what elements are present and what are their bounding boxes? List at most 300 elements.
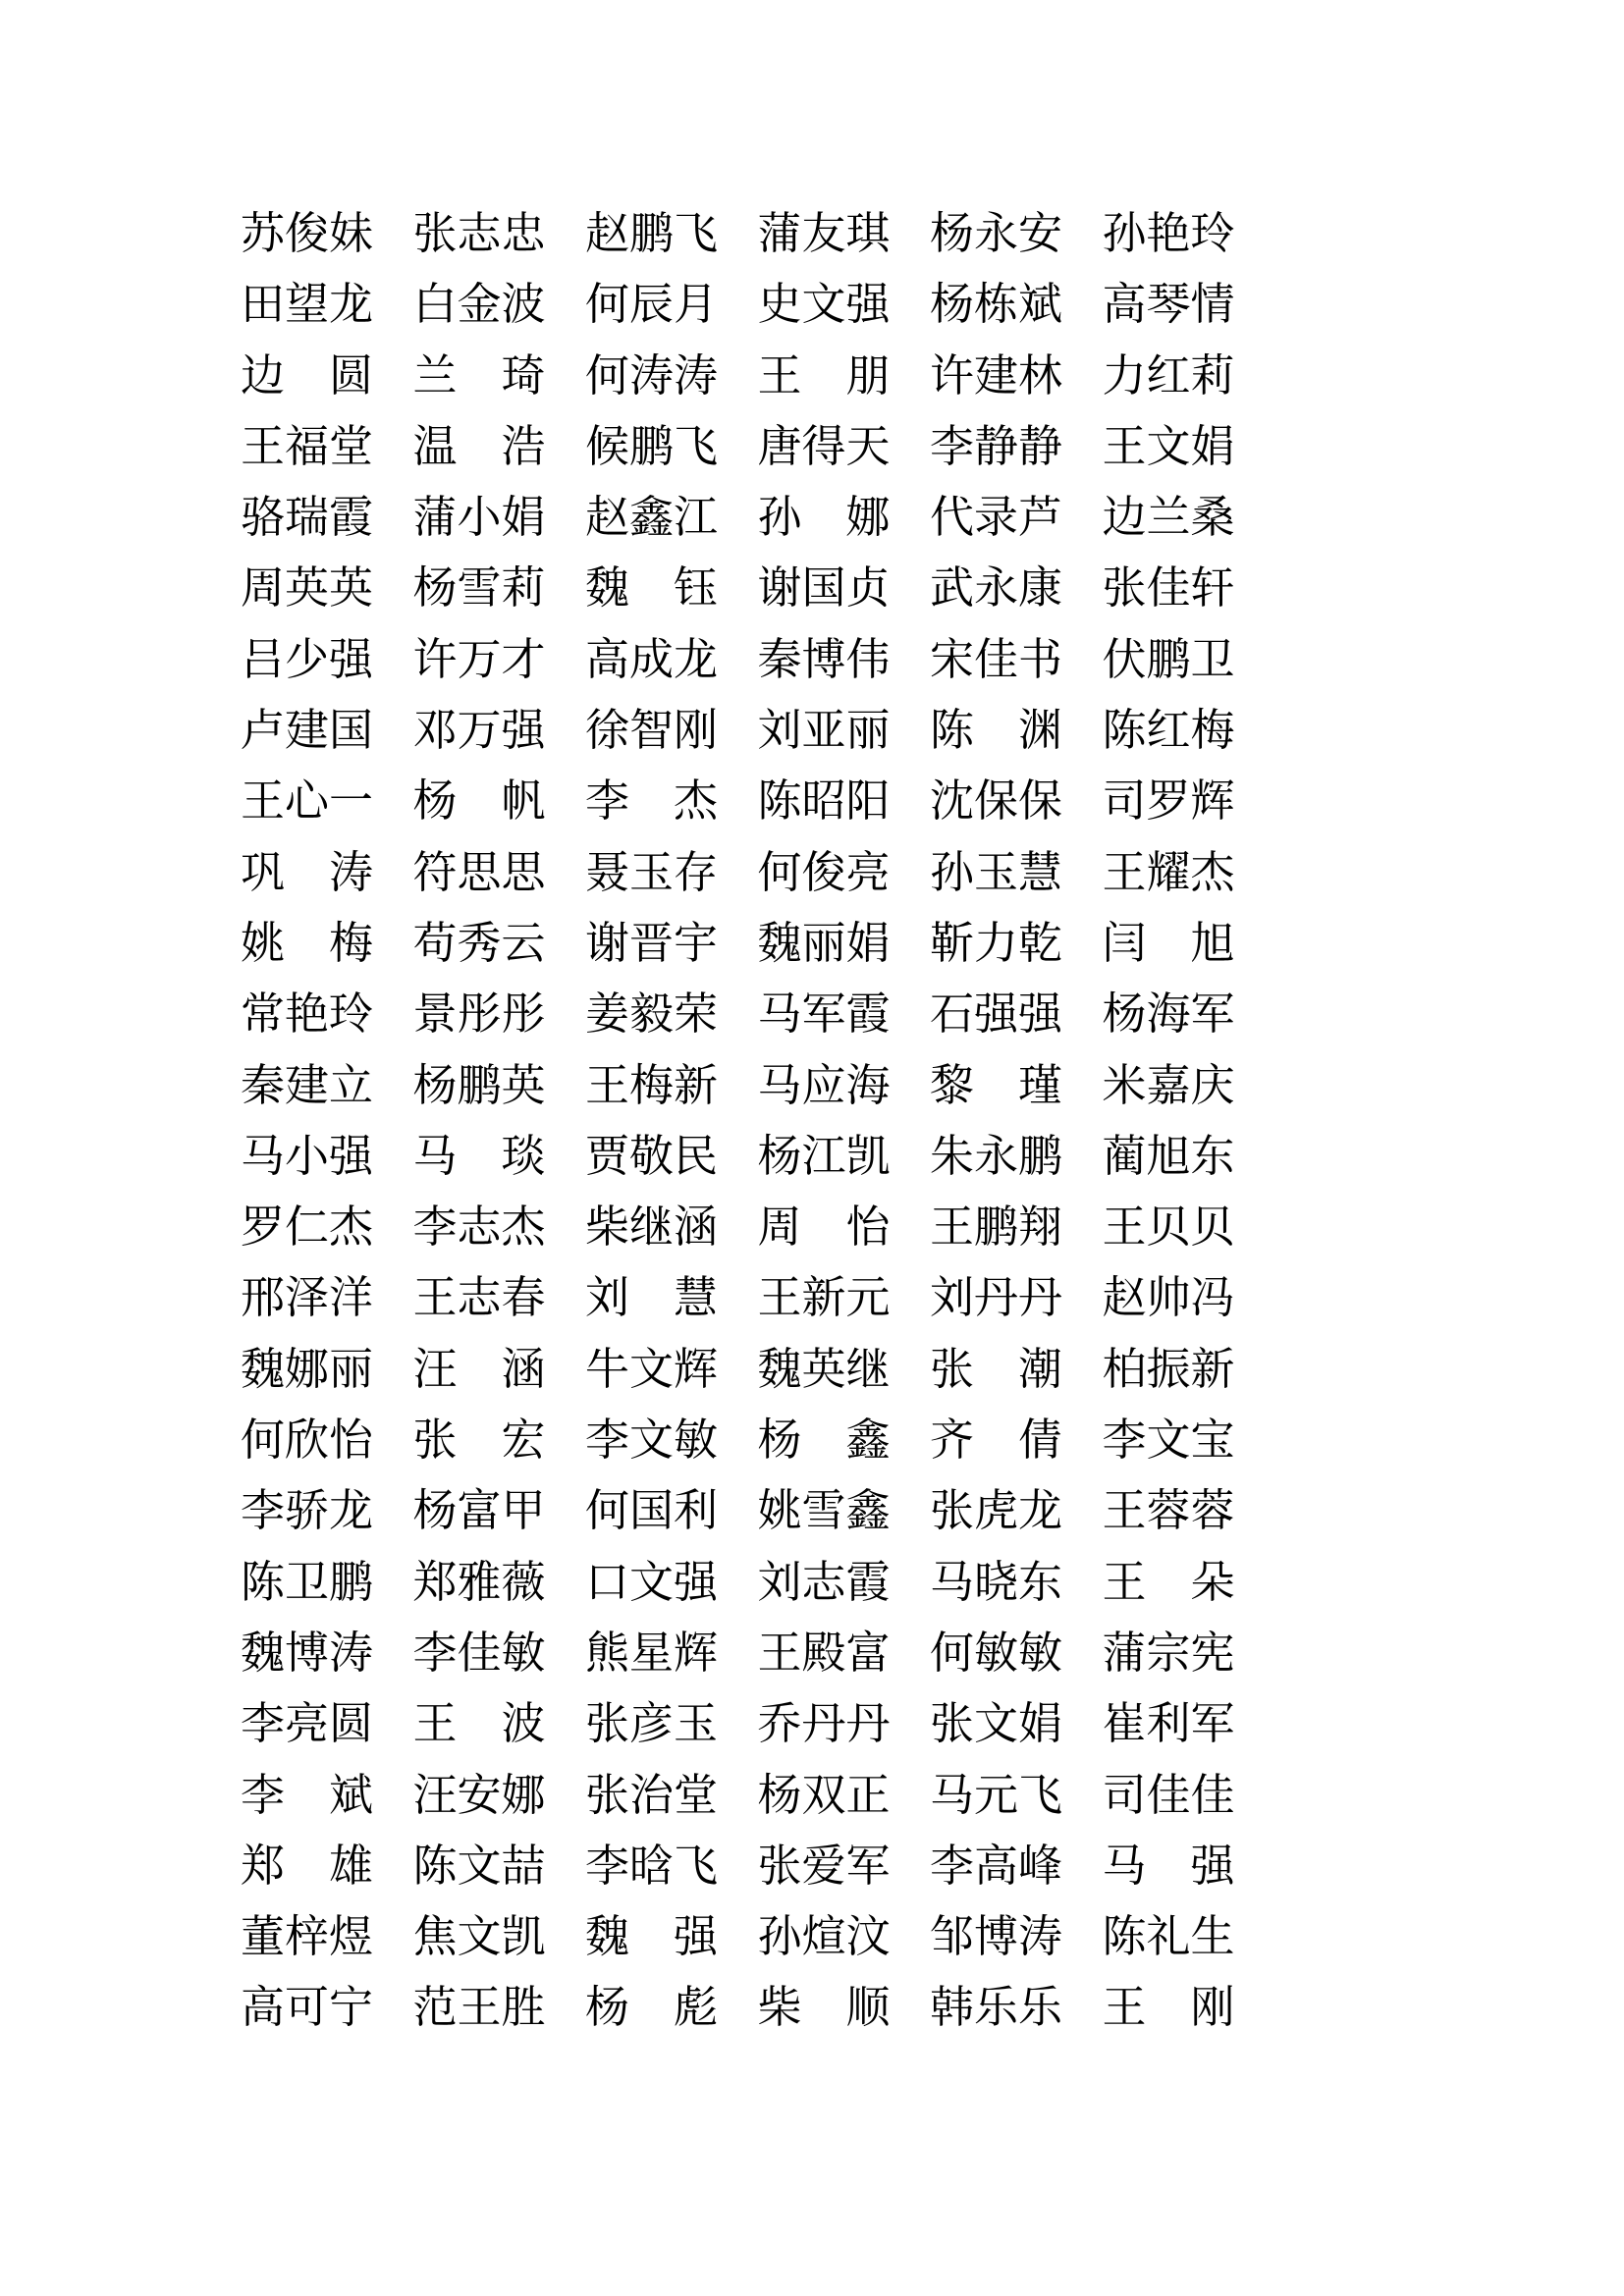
name-char: 毅 bbox=[629, 989, 675, 1040]
person-name bbox=[1102, 421, 1235, 471]
name-char: 兰 bbox=[412, 350, 458, 400]
name-char: 彤 bbox=[501, 989, 546, 1040]
name-char: 高 bbox=[974, 1841, 1019, 1891]
name-char: 东 bbox=[1018, 1557, 1063, 1607]
name-char: 玉 bbox=[629, 847, 675, 897]
person-name bbox=[757, 1912, 891, 1962]
name-char: 李 bbox=[241, 1770, 286, 1820]
name-char: 志 bbox=[457, 209, 502, 258]
name-char: 司 bbox=[1102, 776, 1147, 827]
name-char: 张 bbox=[585, 1699, 630, 1749]
name-char: 王 bbox=[412, 1273, 458, 1323]
name-char: 代 bbox=[930, 493, 975, 543]
name-char: 静 bbox=[1018, 421, 1063, 471]
name-char: 志 bbox=[457, 1202, 502, 1253]
person-name bbox=[585, 493, 719, 543]
name-char: 琴 bbox=[1146, 280, 1191, 330]
name-char: 文 bbox=[629, 1557, 675, 1607]
name-char: 强 bbox=[974, 989, 1019, 1040]
name-char: 杨 bbox=[757, 1131, 802, 1181]
name-char: 聂 bbox=[585, 847, 630, 897]
name-char: 赵 bbox=[1102, 1273, 1147, 1323]
name-char: 亮 bbox=[845, 847, 891, 897]
name-char: 怡 bbox=[329, 1415, 374, 1466]
person-name bbox=[757, 280, 891, 330]
name-char: 博 bbox=[974, 1912, 1019, 1962]
name-char: 峰 bbox=[1018, 1841, 1063, 1891]
name-char: 文 bbox=[629, 1415, 675, 1466]
name-char: 丽 bbox=[801, 918, 846, 968]
name-char: 李 bbox=[241, 1699, 286, 1749]
person-name bbox=[241, 706, 374, 756]
name-char: 保 bbox=[1018, 776, 1063, 827]
name-char: 秦 bbox=[241, 1060, 286, 1110]
name-char: 妹 bbox=[329, 209, 374, 258]
person-name bbox=[585, 209, 719, 258]
person-name bbox=[930, 1202, 1063, 1253]
name-char: 元 bbox=[974, 1770, 1019, 1820]
name-char: 史 bbox=[757, 280, 802, 330]
name-char: 田 bbox=[241, 280, 286, 330]
name-char: 骆 bbox=[241, 493, 286, 543]
name-char: 春 bbox=[501, 1273, 546, 1323]
name-char: 冯 bbox=[1190, 1273, 1235, 1323]
name-char: 永 bbox=[974, 1131, 1019, 1181]
name-char: 张 bbox=[930, 1699, 975, 1749]
name-char: 强 bbox=[329, 1131, 374, 1181]
name-char: 堂 bbox=[674, 1770, 719, 1820]
name-char: 杨 bbox=[930, 280, 975, 330]
person-name bbox=[412, 1699, 546, 1749]
name-char: 何 bbox=[241, 1415, 286, 1466]
name-char: 轩 bbox=[1190, 563, 1235, 614]
person-name bbox=[585, 1060, 719, 1110]
name-char: 文 bbox=[974, 1699, 1019, 1749]
name-char: 苏 bbox=[241, 209, 286, 258]
name-char: 望 bbox=[285, 280, 330, 330]
name-char: 娜 bbox=[501, 1770, 546, 1820]
name-char: 王 bbox=[1102, 847, 1147, 897]
name-char: 张 bbox=[930, 1486, 975, 1536]
name-char: 晗 bbox=[629, 1841, 675, 1891]
person-name bbox=[412, 1557, 546, 1607]
name-char: 王 bbox=[1102, 1983, 1147, 2033]
person-name bbox=[1102, 209, 1235, 258]
name-char: 涛 bbox=[329, 1628, 374, 1678]
name-char: 丹 bbox=[1018, 1273, 1063, 1323]
person-name bbox=[1102, 634, 1235, 684]
person-name bbox=[930, 280, 1063, 330]
person-name bbox=[412, 1202, 546, 1253]
name-char: 力 bbox=[974, 918, 1019, 968]
name-char: 蒲 bbox=[1102, 1628, 1147, 1678]
name-char: 张 bbox=[585, 1770, 630, 1820]
name-char: 文 bbox=[629, 1344, 675, 1394]
name-char: 王 bbox=[241, 421, 286, 471]
name-char: 永 bbox=[974, 563, 1019, 614]
name-char: 敏 bbox=[1018, 1628, 1063, 1678]
name-char: 梅 bbox=[1190, 706, 1235, 756]
name-char: 石 bbox=[930, 989, 975, 1040]
person-name bbox=[930, 563, 1063, 614]
name-char: 丹 bbox=[845, 1699, 891, 1749]
person-name bbox=[241, 1770, 373, 1820]
name-char: 小 bbox=[457, 493, 502, 543]
name-char: 朱 bbox=[930, 1131, 975, 1181]
person-name bbox=[241, 918, 373, 968]
name-char: 国 bbox=[329, 706, 374, 756]
name-char: 涛 bbox=[328, 847, 373, 897]
name-char: 军 bbox=[845, 1841, 891, 1891]
name-char: 柴 bbox=[757, 1983, 802, 2033]
name-char: 月 bbox=[674, 280, 719, 330]
name-char: 海 bbox=[1146, 989, 1191, 1040]
name-char: 口 bbox=[585, 1557, 630, 1607]
person-name bbox=[241, 776, 374, 827]
name-char: 友 bbox=[801, 209, 846, 258]
name-char: 强 bbox=[673, 1912, 718, 1962]
name-char: 红 bbox=[1146, 350, 1191, 400]
person-name bbox=[412, 350, 546, 400]
name-char: 徐 bbox=[585, 706, 630, 756]
person-name bbox=[757, 1273, 891, 1323]
person-name bbox=[757, 1060, 891, 1110]
name-char: 骄 bbox=[285, 1486, 330, 1536]
name-char: 杨 bbox=[412, 776, 458, 827]
name-char: 万 bbox=[457, 634, 502, 684]
person-name bbox=[412, 989, 546, 1040]
name-char: 陈 bbox=[412, 1841, 458, 1891]
name-char: 霞 bbox=[845, 1557, 891, 1607]
person-name bbox=[1102, 847, 1235, 897]
person-name bbox=[757, 776, 891, 827]
name-char: 浩 bbox=[501, 421, 546, 471]
person-name bbox=[585, 1699, 719, 1749]
name-char: 李 bbox=[412, 1202, 458, 1253]
name-char: 海 bbox=[845, 1060, 891, 1110]
name-char: 汪 bbox=[412, 1770, 458, 1820]
person-name bbox=[412, 209, 546, 258]
person-name bbox=[757, 350, 891, 400]
name-char: 梅 bbox=[629, 1060, 675, 1110]
name-char: 思 bbox=[501, 847, 546, 897]
name-char: 斌 bbox=[1018, 280, 1063, 330]
person-name bbox=[757, 1841, 891, 1891]
name-char: 卫 bbox=[1190, 634, 1235, 684]
person-name bbox=[241, 1912, 374, 1962]
name-char: 军 bbox=[1190, 989, 1235, 1040]
name-char: 红 bbox=[1146, 706, 1191, 756]
name-char: 洋 bbox=[329, 1273, 374, 1323]
person-name bbox=[412, 1770, 546, 1820]
name-char: 新 bbox=[674, 1060, 719, 1110]
name-char: 英 bbox=[501, 1060, 546, 1110]
name-char: 军 bbox=[801, 989, 846, 1040]
name-char: 文 bbox=[457, 1912, 502, 1962]
person-name bbox=[241, 280, 374, 330]
name-char: 柴 bbox=[585, 1202, 630, 1253]
name-char: 丹 bbox=[801, 1699, 846, 1749]
name-char: 苟 bbox=[412, 918, 458, 968]
person-name bbox=[412, 421, 546, 471]
person-name bbox=[930, 1486, 1063, 1536]
name-char: 晓 bbox=[974, 1557, 1019, 1607]
person-name bbox=[757, 1131, 891, 1181]
person-name bbox=[241, 1060, 374, 1110]
person-name bbox=[412, 776, 546, 827]
name-char: 强 bbox=[501, 706, 546, 756]
person-name bbox=[930, 209, 1063, 258]
name-char: 雪 bbox=[801, 1486, 846, 1536]
name-char: 礼 bbox=[1146, 1912, 1191, 1962]
person-name bbox=[241, 209, 374, 258]
person-name bbox=[1102, 280, 1235, 330]
person-name bbox=[241, 1273, 374, 1323]
name-char: 杰 bbox=[673, 776, 718, 827]
name-char: 辉 bbox=[1190, 776, 1235, 827]
name-char: 佳 bbox=[1146, 1770, 1191, 1820]
name-char: 马 bbox=[930, 1557, 975, 1607]
person-name bbox=[930, 1060, 1062, 1110]
name-char: 王 bbox=[1102, 1202, 1147, 1253]
name-char: 卢 bbox=[241, 706, 286, 756]
name-char: 娟 bbox=[845, 918, 891, 968]
name-char: 魏 bbox=[585, 563, 630, 614]
name-char: 旭 bbox=[1146, 1131, 1191, 1181]
name-char: 利 bbox=[1146, 1699, 1191, 1749]
name-char: 敏 bbox=[974, 1628, 1019, 1678]
name-char: 继 bbox=[629, 1202, 675, 1253]
name-char: 芦 bbox=[1018, 493, 1063, 543]
person-name bbox=[757, 918, 891, 968]
person-name bbox=[585, 1131, 719, 1181]
name-char: 王 bbox=[1102, 1557, 1147, 1607]
name-char: 一 bbox=[329, 776, 374, 827]
name-char: 米 bbox=[1102, 1060, 1147, 1110]
person-name bbox=[412, 1628, 546, 1678]
person-name bbox=[585, 1983, 718, 2033]
person-name bbox=[412, 493, 546, 543]
name-char: 赵 bbox=[585, 209, 630, 258]
name-char: 应 bbox=[801, 1060, 846, 1110]
name-char: 林 bbox=[1018, 350, 1063, 400]
name-char: 涵 bbox=[674, 1202, 719, 1253]
person-name bbox=[757, 1983, 891, 2033]
name-char: 魏 bbox=[585, 1912, 630, 1962]
name-char: 雄 bbox=[328, 1841, 373, 1891]
name-char: 钰 bbox=[673, 563, 718, 614]
name-char: 许 bbox=[930, 350, 975, 400]
name-char: 力 bbox=[1102, 350, 1147, 400]
person-name bbox=[585, 1344, 719, 1394]
name-char: 文 bbox=[457, 1841, 502, 1891]
name-char: 杰 bbox=[501, 1202, 546, 1253]
person-name bbox=[412, 1273, 546, 1323]
name-char: 伟 bbox=[845, 634, 891, 684]
name-char: 刚 bbox=[1190, 1983, 1235, 2033]
name-char: 康 bbox=[1018, 563, 1063, 614]
name-char: 杨 bbox=[412, 1486, 458, 1536]
name-char: 鑫 bbox=[845, 1415, 891, 1466]
name-char: 富 bbox=[845, 1628, 891, 1678]
person-name bbox=[1102, 1628, 1235, 1678]
person-name bbox=[241, 1344, 374, 1394]
person-name bbox=[1102, 563, 1235, 614]
name-char: 志 bbox=[801, 1557, 846, 1607]
name-char: 翔 bbox=[1018, 1202, 1063, 1253]
name-char: 姚 bbox=[757, 1486, 802, 1536]
name-char: 云 bbox=[501, 918, 546, 968]
person-name bbox=[757, 209, 891, 258]
name-char: 魏 bbox=[757, 1344, 802, 1394]
name-char: 才 bbox=[501, 634, 546, 684]
person-name bbox=[412, 1060, 546, 1110]
person-name bbox=[585, 1557, 719, 1607]
name-char: 鹏 bbox=[457, 1060, 502, 1110]
person-name bbox=[585, 1415, 719, 1466]
name-char: 万 bbox=[457, 706, 502, 756]
name-char: 杨 bbox=[757, 1770, 802, 1820]
name-char: 瑞 bbox=[285, 493, 330, 543]
name-char: 亚 bbox=[801, 706, 846, 756]
person-name bbox=[241, 634, 374, 684]
person-name bbox=[585, 989, 719, 1040]
name-char: 阳 bbox=[845, 776, 891, 827]
name-char: 存 bbox=[674, 847, 719, 897]
name-char: 卫 bbox=[285, 1557, 330, 1607]
name-char: 书 bbox=[1018, 634, 1063, 684]
name-char: 何 bbox=[585, 280, 630, 330]
name-char: 蓉 bbox=[1146, 1486, 1191, 1536]
name-char: 温 bbox=[412, 421, 458, 471]
name-char: 陈 bbox=[241, 1557, 286, 1607]
name-char: 张 bbox=[757, 1841, 802, 1891]
person-name bbox=[930, 1912, 1063, 1962]
name-char: 欣 bbox=[285, 1415, 330, 1466]
person-name bbox=[241, 1131, 374, 1181]
name-char: 成 bbox=[629, 634, 675, 684]
name-char: 玲 bbox=[1190, 209, 1235, 258]
name-char: 魏 bbox=[757, 918, 802, 968]
name-char: 张 bbox=[930, 1344, 975, 1394]
name-char: 秀 bbox=[457, 918, 502, 968]
name-char: 新 bbox=[1190, 1344, 1235, 1394]
name-char: 高 bbox=[1102, 280, 1147, 330]
name-char: 李 bbox=[930, 1841, 975, 1891]
name-char: 强 bbox=[674, 1557, 719, 1607]
name-char: 谢 bbox=[585, 918, 630, 968]
name-char: 涛 bbox=[629, 350, 675, 400]
name-char: 郑 bbox=[241, 1841, 286, 1891]
name-char: 王 bbox=[241, 776, 286, 827]
name-char: 景 bbox=[412, 989, 458, 1040]
person-name bbox=[585, 918, 719, 968]
name-char: 王 bbox=[757, 1273, 802, 1323]
person-name bbox=[757, 634, 891, 684]
name-char: 文 bbox=[1146, 421, 1191, 471]
person-name bbox=[412, 1912, 546, 1962]
name-char: 龙 bbox=[329, 1486, 374, 1536]
name-char: 录 bbox=[974, 493, 1019, 543]
name-char: 元 bbox=[845, 1273, 891, 1323]
name-char: 王 bbox=[457, 1983, 502, 2033]
person-name bbox=[930, 1628, 1063, 1678]
name-char: 佳 bbox=[1190, 1770, 1235, 1820]
name-char: 马 bbox=[412, 1131, 458, 1181]
name-char: 喆 bbox=[501, 1841, 546, 1891]
name-char: 宝 bbox=[1190, 1415, 1235, 1466]
name-char: 思 bbox=[457, 847, 502, 897]
person-name bbox=[1102, 1202, 1235, 1253]
name-char: 英 bbox=[285, 563, 330, 614]
name-char: 佳 bbox=[1146, 563, 1191, 614]
person-name bbox=[757, 421, 891, 471]
name-char: 王 bbox=[412, 1699, 458, 1749]
name-char: 李 bbox=[585, 1415, 630, 1466]
name-char: 边 bbox=[241, 350, 286, 400]
name-char: 荣 bbox=[674, 989, 719, 1040]
name-char: 姚 bbox=[241, 918, 286, 968]
name-char: 双 bbox=[801, 1770, 846, 1820]
name-char: 齐 bbox=[930, 1415, 975, 1466]
name-char: 星 bbox=[629, 1628, 675, 1678]
name-char: 谢 bbox=[757, 563, 802, 614]
name-char: 沈 bbox=[930, 776, 975, 827]
person-name bbox=[930, 847, 1063, 897]
name-char: 贝 bbox=[1190, 1202, 1235, 1253]
name-char: 彪 bbox=[673, 1983, 718, 2033]
name-char: 鹏 bbox=[1018, 1131, 1063, 1181]
name-char: 强 bbox=[1018, 989, 1063, 1040]
name-char: 魏 bbox=[241, 1344, 286, 1394]
name-char: 蒲 bbox=[757, 209, 802, 258]
name-char: 民 bbox=[674, 1131, 719, 1181]
name-char: 贾 bbox=[585, 1131, 630, 1181]
name-char: 乔 bbox=[757, 1699, 802, 1749]
name-char: 刘 bbox=[757, 706, 802, 756]
person-name bbox=[1102, 1486, 1235, 1536]
name-char: 汶 bbox=[845, 1912, 891, 1962]
name-char: 杨 bbox=[930, 209, 975, 258]
name-char: 杨 bbox=[1102, 989, 1147, 1040]
name-char: 陈 bbox=[1102, 706, 1147, 756]
person-name bbox=[412, 1486, 546, 1536]
person-name bbox=[412, 634, 546, 684]
person-name bbox=[930, 1557, 1063, 1607]
name-char: 陈 bbox=[757, 776, 802, 827]
name-char: 帆 bbox=[501, 776, 546, 827]
person-name bbox=[757, 1202, 891, 1253]
name-char: 飞 bbox=[674, 421, 719, 471]
name-char: 兰 bbox=[1146, 493, 1191, 543]
name-char: 彦 bbox=[629, 1699, 675, 1749]
person-name bbox=[757, 493, 891, 543]
name-char: 司 bbox=[1102, 1770, 1147, 1820]
person-name bbox=[930, 1273, 1063, 1323]
person-name bbox=[757, 1699, 891, 1749]
name-char: 赵 bbox=[585, 493, 630, 543]
name-char: 飞 bbox=[1018, 1770, 1063, 1820]
name-char: 王 bbox=[757, 350, 802, 400]
name-char: 马 bbox=[930, 1770, 975, 1820]
person-name bbox=[241, 1557, 374, 1607]
name-char: 天 bbox=[845, 421, 891, 471]
name-char: 安 bbox=[1018, 209, 1063, 258]
person-name bbox=[241, 989, 374, 1040]
name-char: 朋 bbox=[845, 350, 891, 400]
name-char: 鹏 bbox=[629, 421, 675, 471]
name-char: 敏 bbox=[501, 1628, 546, 1678]
